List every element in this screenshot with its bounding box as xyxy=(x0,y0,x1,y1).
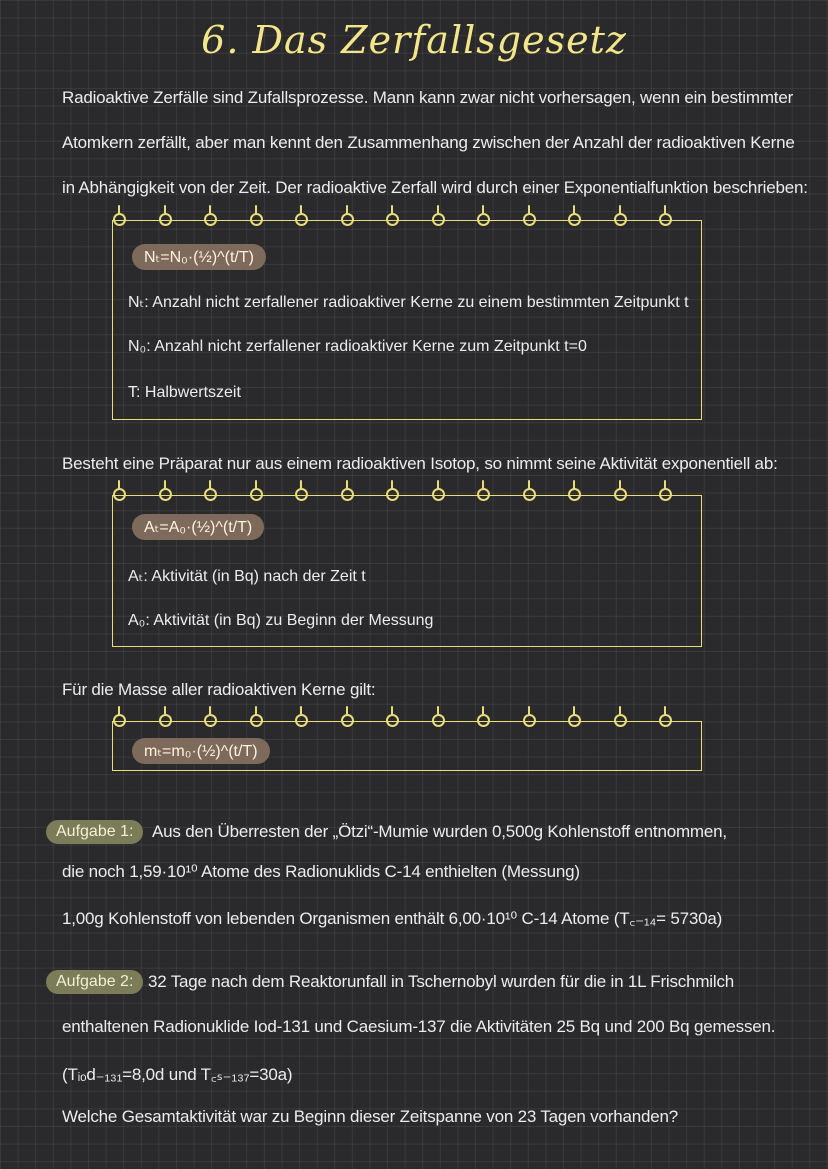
task-1-line-1: Aus den Überresten der „Ötzi“-Mumie wurden 0,500g Kohlenstoff entnommen, xyxy=(152,822,727,841)
def-t: T: Halbwertszeit xyxy=(128,384,241,401)
intro-line-2: Atomkern zerfällt, aber man kennt den Zusammenhang zwischen der Anzahl der radioaktiven Kerne xyxy=(62,133,795,152)
task-2-line-2: enthaltenen Radionuklide Iod-131 und Caesium-137 die Aktivitäten 25 Bq und 200 Bq gemessen. xyxy=(62,1017,776,1036)
task-1-line-2: die noch 1,59·10¹⁰ Atome des Radionuklids C-14 enthielten (Messung) xyxy=(62,862,580,881)
def-nt: Nₜ: Anzahl nicht zerfallener radioaktiver Kerne zu einem bestimmten Zeitpunkt t xyxy=(128,294,689,311)
section-3-text: Für die Masse aller radioaktiven Kerne gilt: xyxy=(62,680,376,699)
formula-at: Aₜ=A₀·(½)^(t/T) xyxy=(132,514,264,540)
task-2-line-3: (Tᵢₒd₋₁₃₁=8,0d und T꜀ₛ₋₁₃₇=30a) xyxy=(62,1065,293,1084)
section-2-text: Besteht eine Präparat nur aus einem radioaktiven Isotop, so nimmt seine Aktivität exponentiell ab: xyxy=(62,454,778,473)
def-a0: A₀: Aktivität (in Bq) zu Beginn der Messung xyxy=(128,612,434,629)
task-2-line-1: 32 Tage nach dem Reaktorunfall in Tschernobyl wurden für die in 1L Frischmilch xyxy=(148,972,735,991)
formula-mt: mₜ=m₀·(½)^(t/T) xyxy=(132,738,270,764)
intro-line-3: in Abhängigkeit von der Zeit. Der radioaktive Zerfall wird durch einer Exponentialfunktion beschrieben: xyxy=(62,178,808,197)
def-at: Aₜ: Aktivität (in Bq) nach der Zeit t xyxy=(128,568,366,585)
intro-line-1: Radioaktive Zerfälle sind Zufallsprozesse. Mann kann zwar nicht vorhersagen, wenn ein bestimmter xyxy=(62,88,794,107)
task-2-line-4: Welche Gesamtaktivität war zu Beginn dieser Zeitspanne von 23 Tagen vorhanden? xyxy=(62,1107,678,1126)
task-1-label: Aufgabe 1: xyxy=(46,820,143,844)
def-n0: N₀: Anzahl nicht zerfallener radioaktiver Kerne zum Zeitpunkt t=0 xyxy=(128,338,587,355)
task-2-label: Aufgabe 2: xyxy=(46,970,143,994)
task-1-line-3: 1,00g Kohlenstoff von lebenden Organismen enthält 6,00·10¹⁰ C-14 Atome (T꜀₋₁₄= 5730a) xyxy=(62,909,723,928)
formula-nt: Nₜ=N₀·(½)^(t/T) xyxy=(132,244,266,270)
page-title: 6. Das Zerfallsgesetz xyxy=(201,18,627,62)
